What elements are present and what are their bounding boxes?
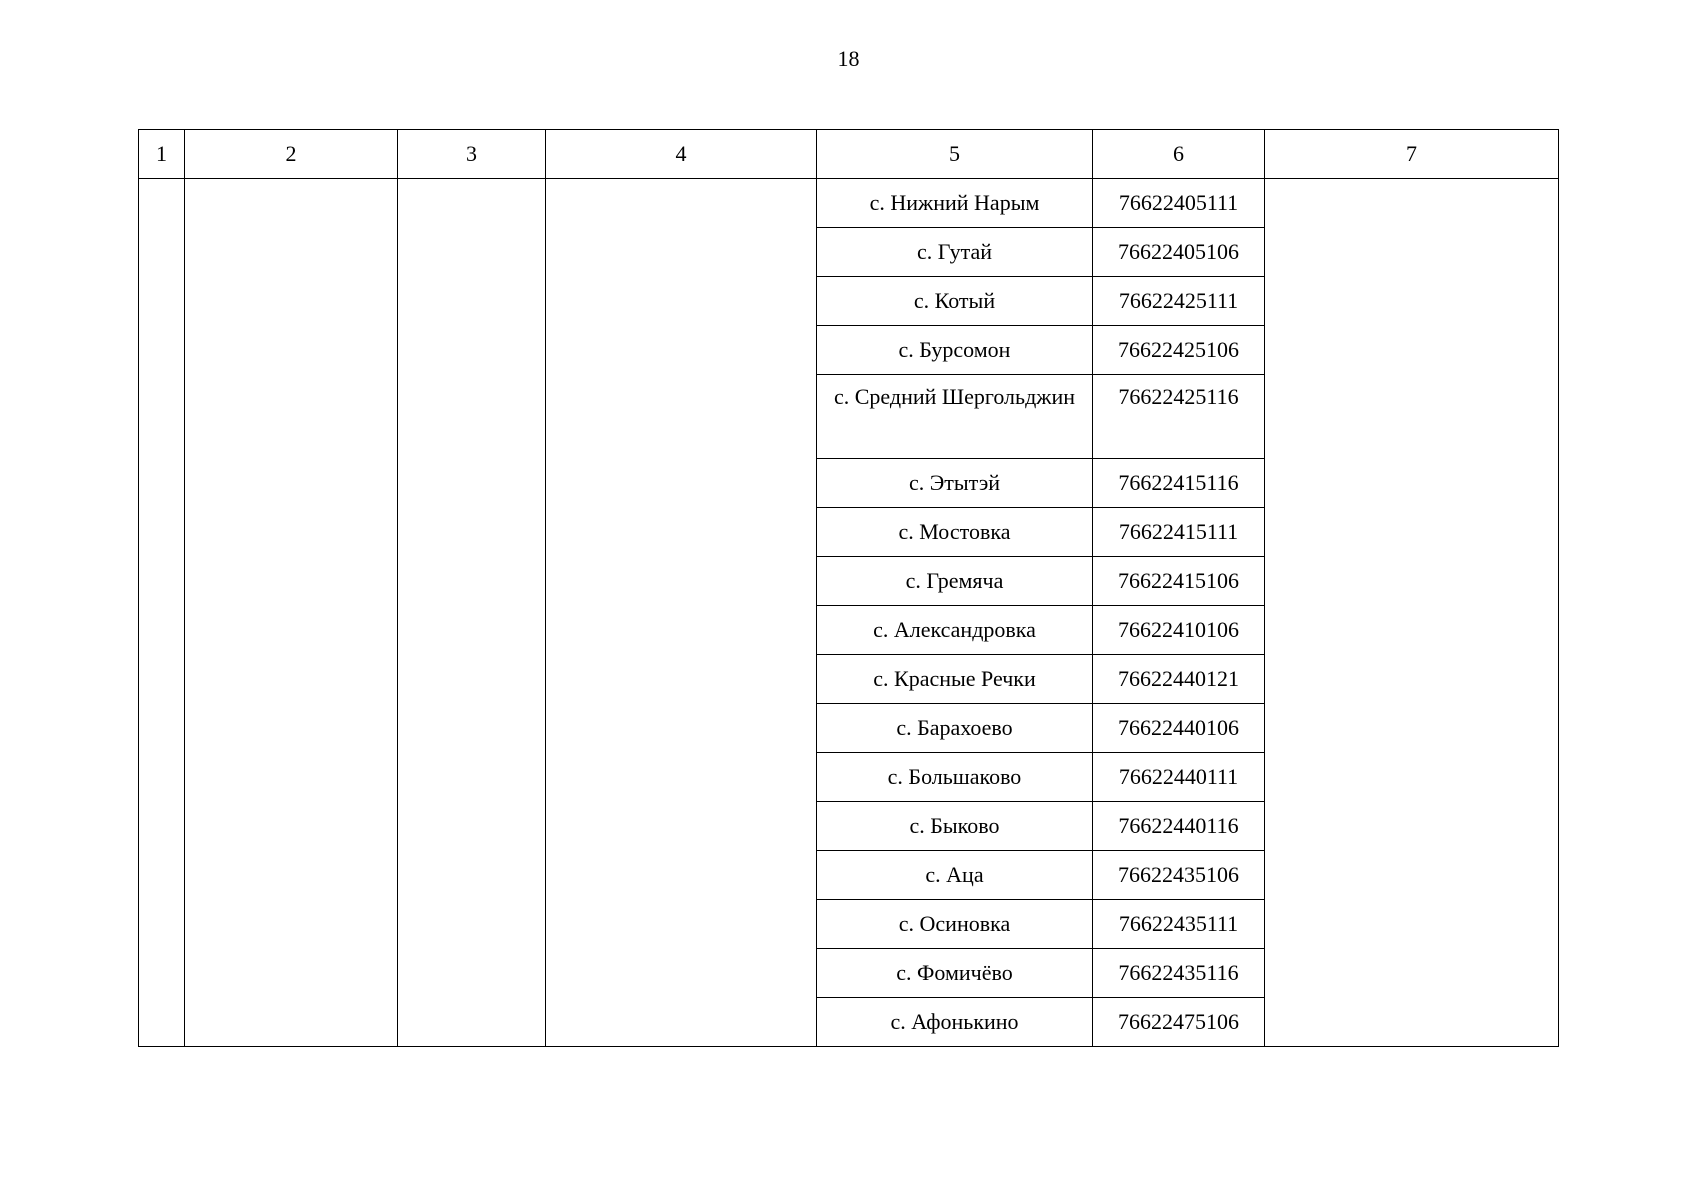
- column-header-5: 5: [817, 130, 1093, 179]
- settlement-name-cell: с. Быково: [817, 802, 1093, 851]
- oktmo-code-cell: 76622435106: [1093, 851, 1265, 900]
- empty-cell-col-4: [546, 179, 817, 1047]
- settlement-name-cell: с. Средний Шергольджин: [817, 375, 1093, 459]
- empty-cell-col-2: [185, 179, 398, 1047]
- settlement-name-cell: с. Бурсомон: [817, 326, 1093, 375]
- column-header-4: 4: [546, 130, 817, 179]
- settlement-name-cell: с. Большаково: [817, 753, 1093, 802]
- column-header-6: 6: [1093, 130, 1265, 179]
- settlement-name-cell: с. Барахоево: [817, 704, 1093, 753]
- oktmo-code-cell: 76622415111: [1093, 508, 1265, 557]
- settlement-name-cell: с. Аца: [817, 851, 1093, 900]
- settlements-table: [138, 129, 1559, 1047]
- settlement-name-cell: с. Афонькино: [817, 998, 1093, 1047]
- page-number: 18: [837, 46, 860, 71]
- oktmo-code-cell: 76622415106: [1093, 557, 1265, 606]
- settlement-name-cell: с. Александровка: [817, 606, 1093, 655]
- table-header-row: [139, 130, 1559, 179]
- empty-cell-col-1: [139, 179, 185, 1047]
- oktmo-code-cell: 76622410106: [1093, 606, 1265, 655]
- settlement-name-cell: с. Котый: [817, 277, 1093, 326]
- settlement-name-cell: с. Нижний Нарым: [817, 179, 1093, 228]
- oktmo-code-cell: 76622440106: [1093, 704, 1265, 753]
- empty-cell-col-7: [1265, 179, 1559, 1047]
- table-row: [139, 179, 1559, 228]
- oktmo-code-cell: 76622435116: [1093, 949, 1265, 998]
- table-body: [139, 179, 1559, 1047]
- settlement-name-cell: с. Этытэй: [817, 459, 1093, 508]
- settlement-name-cell: с. Осиновка: [817, 900, 1093, 949]
- oktmo-code-cell: 76622405106: [1093, 228, 1265, 277]
- empty-cell-col-3: [398, 179, 546, 1047]
- settlement-name-cell: с. Гремяча: [817, 557, 1093, 606]
- oktmo-code-cell: 76622475106: [1093, 998, 1265, 1047]
- column-header-3: 3: [398, 130, 546, 179]
- column-header-7: 7: [1265, 130, 1559, 179]
- column-header-2: 2: [185, 130, 398, 179]
- oktmo-code-cell: 76622440116: [1093, 802, 1265, 851]
- oktmo-code-cell: 76622405111: [1093, 179, 1265, 228]
- oktmo-code-cell: 76622425106: [1093, 326, 1265, 375]
- oktmo-code-cell: 76622440121: [1093, 655, 1265, 704]
- oktmo-code-cell: 76622435111: [1093, 900, 1265, 949]
- oktmo-code-cell: 76622415116: [1093, 459, 1265, 508]
- settlement-name-cell: с. Фомичёво: [817, 949, 1093, 998]
- oktmo-code-cell: 76622440111: [1093, 753, 1265, 802]
- settlement-name-cell: с. Гутай: [817, 228, 1093, 277]
- oktmo-code-cell: 76622425111: [1093, 277, 1265, 326]
- column-header-1: 1: [139, 130, 185, 179]
- oktmo-code-cell: 76622425116: [1093, 375, 1265, 459]
- settlement-name-cell: с. Мостовка: [817, 508, 1093, 557]
- settlement-name-cell: с. Красные Речки: [817, 655, 1093, 704]
